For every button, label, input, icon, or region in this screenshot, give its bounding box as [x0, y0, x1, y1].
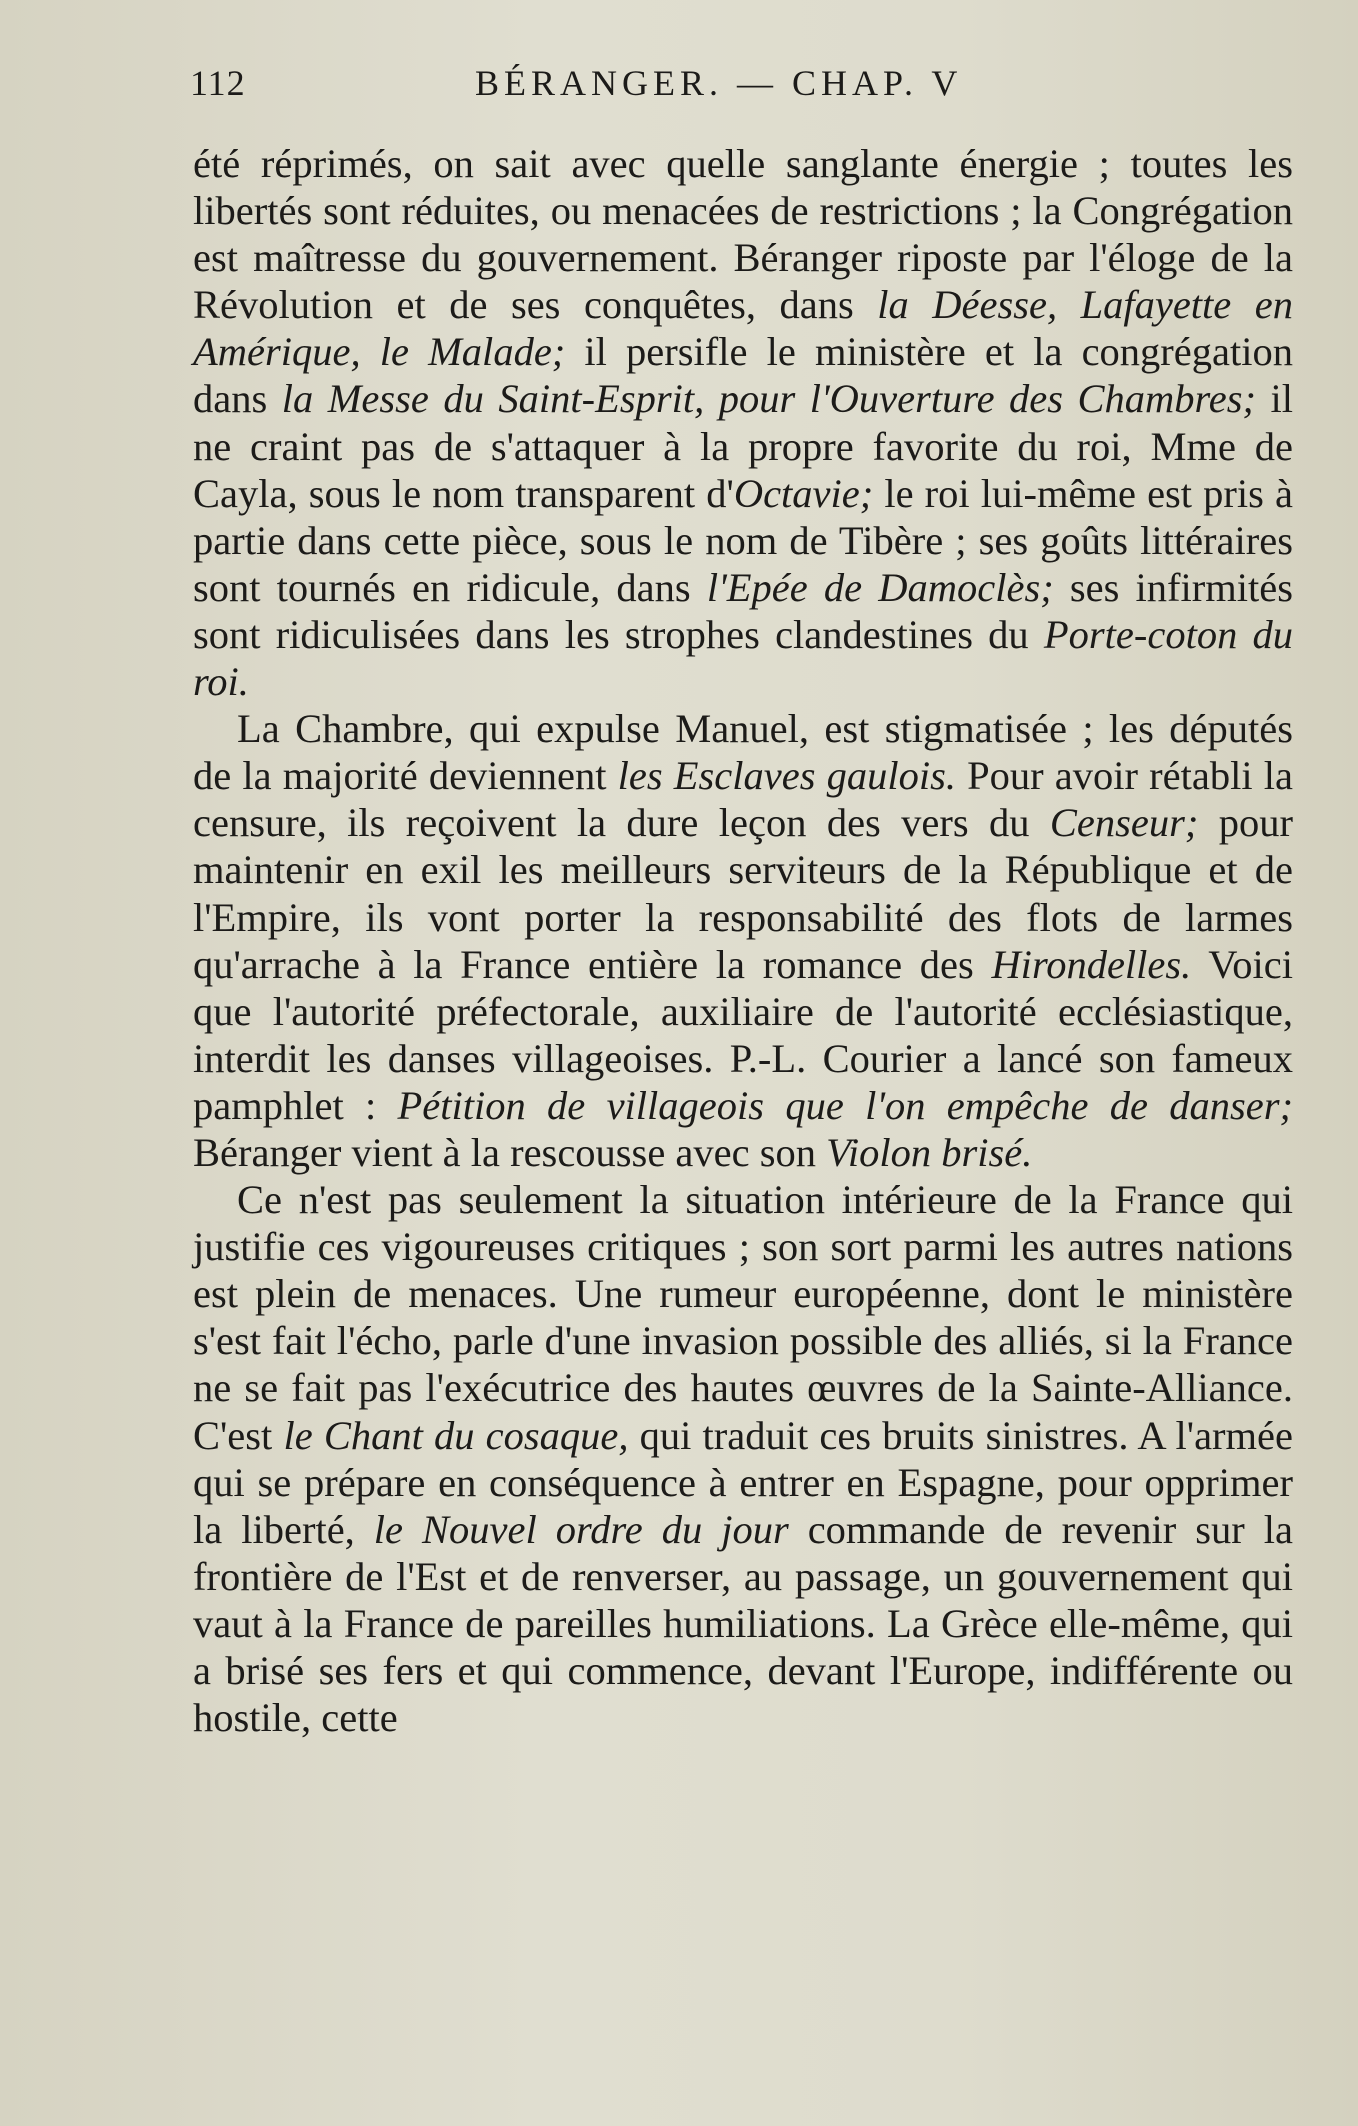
paragraph-text-run: Pour avoir rétabli la censure, ils reçoivent la dure leçon des vers du [193, 753, 1293, 846]
italic-title-text: le Chant du cosaque, [283, 1412, 629, 1458]
page-number: 112 [190, 63, 246, 103]
italic-title-text: l'Epée de Damoclès; [706, 564, 1054, 610]
paragraph-text-run: pour maintenir en exil les meilleurs serviteurs de la République et de l'Empire, ils vont porter la responsabilité des flots de larmes qu'arrache à la France entière la romance des [193, 800, 1293, 987]
italic-title-text: le Nouvel ordre du jour [373, 1506, 789, 1552]
italic-title-text: les Esclaves gaulois. [617, 753, 957, 799]
paragraph-text-run: qui traduit ces bruits sinistres. A l'armée qui se prépare en conséquence à entrer en Espagne, pour opprimer la liberté, [193, 1412, 1293, 1552]
paragraph-text-run: le roi lui-même est pris à partie dans cette pièce, sous le nom de Tibère ; ses goûts littéraires sont tournés en ridicule, dans [193, 470, 1293, 610]
paragraph-text-run: été réprimés, on sait avec quelle sanglante énergie ; toutes les libertés sont réduites, ou menacées de restrictions ; la Congrégation est maîtresse du gouvernement. Béranger riposte par l'éloge de la Révolution et de ses conquêtes, dans [193, 141, 1293, 328]
paragraph-text-run: commande de revenir sur la frontière de l'Est et de renverser, au passage, un gouvernement qui vaut à la France de pareilles humiliations. La Grèce elle-même, qui a brisé ses fers et qui commence, devant l'Europe, indifférente ou hostile, cette [193, 1506, 1293, 1741]
italic-title-text: Octavie; [733, 470, 874, 516]
paragraph-text-run: ses infirmités sont ridiculisées dans les strophes clandestines du [193, 564, 1293, 657]
running-head [190, 62, 1300, 112]
paragraph-text-run: Béranger vient à la rescousse avec son [193, 1129, 827, 1175]
paragraph-text-run: Voici que l'autorité préfectorale, auxiliaire de l'autorité ecclésiastique, interdit les danses villageoises. P.-L. Courier a lancé son fameux pamphlet : [193, 941, 1293, 1128]
italic-title-text: la Messe du Saint-Esprit, pour l'Ouverture des Chambres; [281, 376, 1256, 422]
italic-title-text: Pétition de villageois que l'on empêche de danser; [397, 1082, 1293, 1128]
italic-title-text: Censeur; [1049, 800, 1199, 846]
paragraph-text-run: Ce n'est pas seulement la situation intérieure de la France qui justifie ces vigoureuses critiques ; son sort parmi les autres nations est plein de menaces. Une rumeur européenne, dont le ministère s'est fait l'écho, parle d'une invasion possible des alliés, si la France ne se fait pas l'exécutrice des hautes œuvres de la Sainte-Alliance. C'est [193, 1177, 1293, 1458]
paragraph-2 [193, 705, 1293, 1176]
paragraph-text-run: il persifle le ministère et la congrégation dans [193, 329, 1293, 422]
italic-title-text: la Déesse, Lafayette en Amérique, le Malade; [193, 282, 1294, 375]
paragraph-3 [193, 1176, 1293, 1741]
paragraph-text-run: il ne craint pas de s'attaquer à la propre favorite du roi, Mme de Cayla, sous le nom transparent d' [193, 376, 1293, 516]
italic-title-text: Hirondelles. [991, 941, 1192, 987]
italic-title-text: Porte-coton du roi. [193, 611, 1293, 705]
paragraph-text-run: La Chambre, qui expulse Manuel, est stigmatisée ; les députés de la majorité deviennent [193, 706, 1293, 799]
body-text [193, 140, 1293, 1741]
chapter-header-title: BÉRANGER. — CHAP. V [475, 63, 963, 103]
paragraph-1 [193, 140, 1293, 705]
italic-title-text: Violon brisé. [826, 1129, 1033, 1175]
